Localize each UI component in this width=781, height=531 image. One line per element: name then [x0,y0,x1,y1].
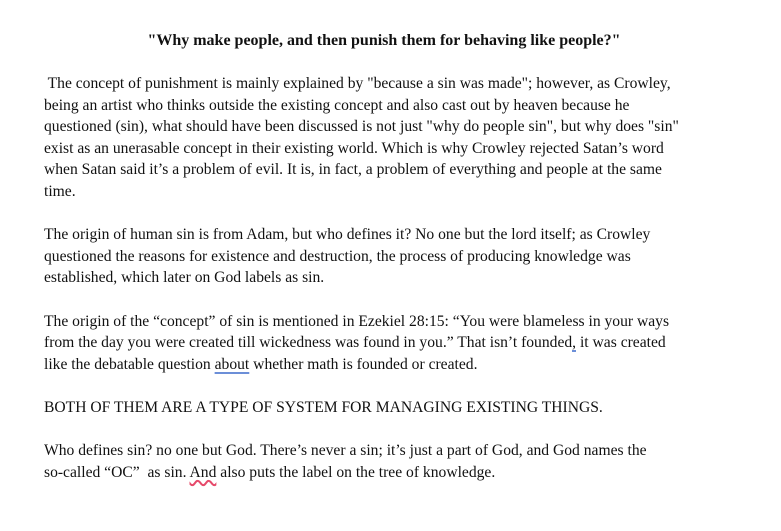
grammar-flag-about[interactable]: about [214,355,250,373]
paragraph-1-line-1: The concept of punishment is mainly explained by "because a sin was made"; however, as Crowley, [44,75,671,92]
paragraph-2 [44,224,744,289]
paragraph-3-line-3-text-a: like the debatable question [44,355,215,373]
paragraph-4 [44,397,744,419]
paragraph-3-line-2 [44,332,744,354]
paragraph-3-line-1: The origin of the “concept” of sin is mentioned in Ezekiel 28:15: “You were blameless in your ways [44,312,670,330]
paragraph-5 [44,440,744,483]
spelling-flag-and[interactable]: And [189,463,217,481]
paragraph-2-line-3: established, which later on God labels as sin. [44,269,325,287]
paragraph-2-line-2: questioned the reasons for existence and destruction, the process of producing knowledge was [44,247,631,265]
paragraph-5-line-2-text-c: also puts the label on the tree of knowledge. [216,463,496,481]
paragraph-3 [44,311,744,376]
paragraph-3-line-3-text-c: whether math is founded or created. [249,355,478,373]
paragraph-1-line-3: questioned (sin), what should have been discussed is not just "why do people sin", but why does "sin" [44,118,679,136]
paragraph-1-line-2: being an artist who thinks outside the existing concept and also cast out by heaven because he [44,96,630,114]
paragraph-5-line-2 [44,462,744,484]
document-body [44,30,744,505]
paragraph-3-line-2-text-c: it was created [576,334,666,352]
document-title: "Why make people, and then punish them for behaving like people?" [147,32,621,49]
paragraph-5-line-1: Who defines sin? no one but God. There’s never a sin; it’s just a part of God, and God names the [44,442,647,460]
grammar-flag-comma[interactable]: , [572,334,577,352]
paragraph-3-line-3 [44,354,744,376]
paragraph-3-line-2-text-a: from the day you were created till wickedness was found in you.” That isn’t founded [44,334,573,352]
paragraph-1-line-4: exist as an unerasable concept in their existing world. Which is why Crowley rejected Satan’s word [44,139,664,157]
paragraph-4-line-1: BOTH OF THEM ARE A TYPE OF SYSTEM FOR MANAGING EXISTING THINGS. [44,398,603,416]
paragraph-5-line-2-text-a: so-called “OC” as sin. [44,463,190,481]
paragraph-1 [44,73,744,203]
paragraph-1-line-6: time. [44,182,76,200]
paragraph-1-line-5: when Satan said it’s a problem of evil. It is, in fact, a problem of everything and people at the same [44,161,662,179]
paragraph-2-line-1: The origin of human sin is from Adam, but who defines it? No one but the lord itself; as Crowley [44,226,651,244]
